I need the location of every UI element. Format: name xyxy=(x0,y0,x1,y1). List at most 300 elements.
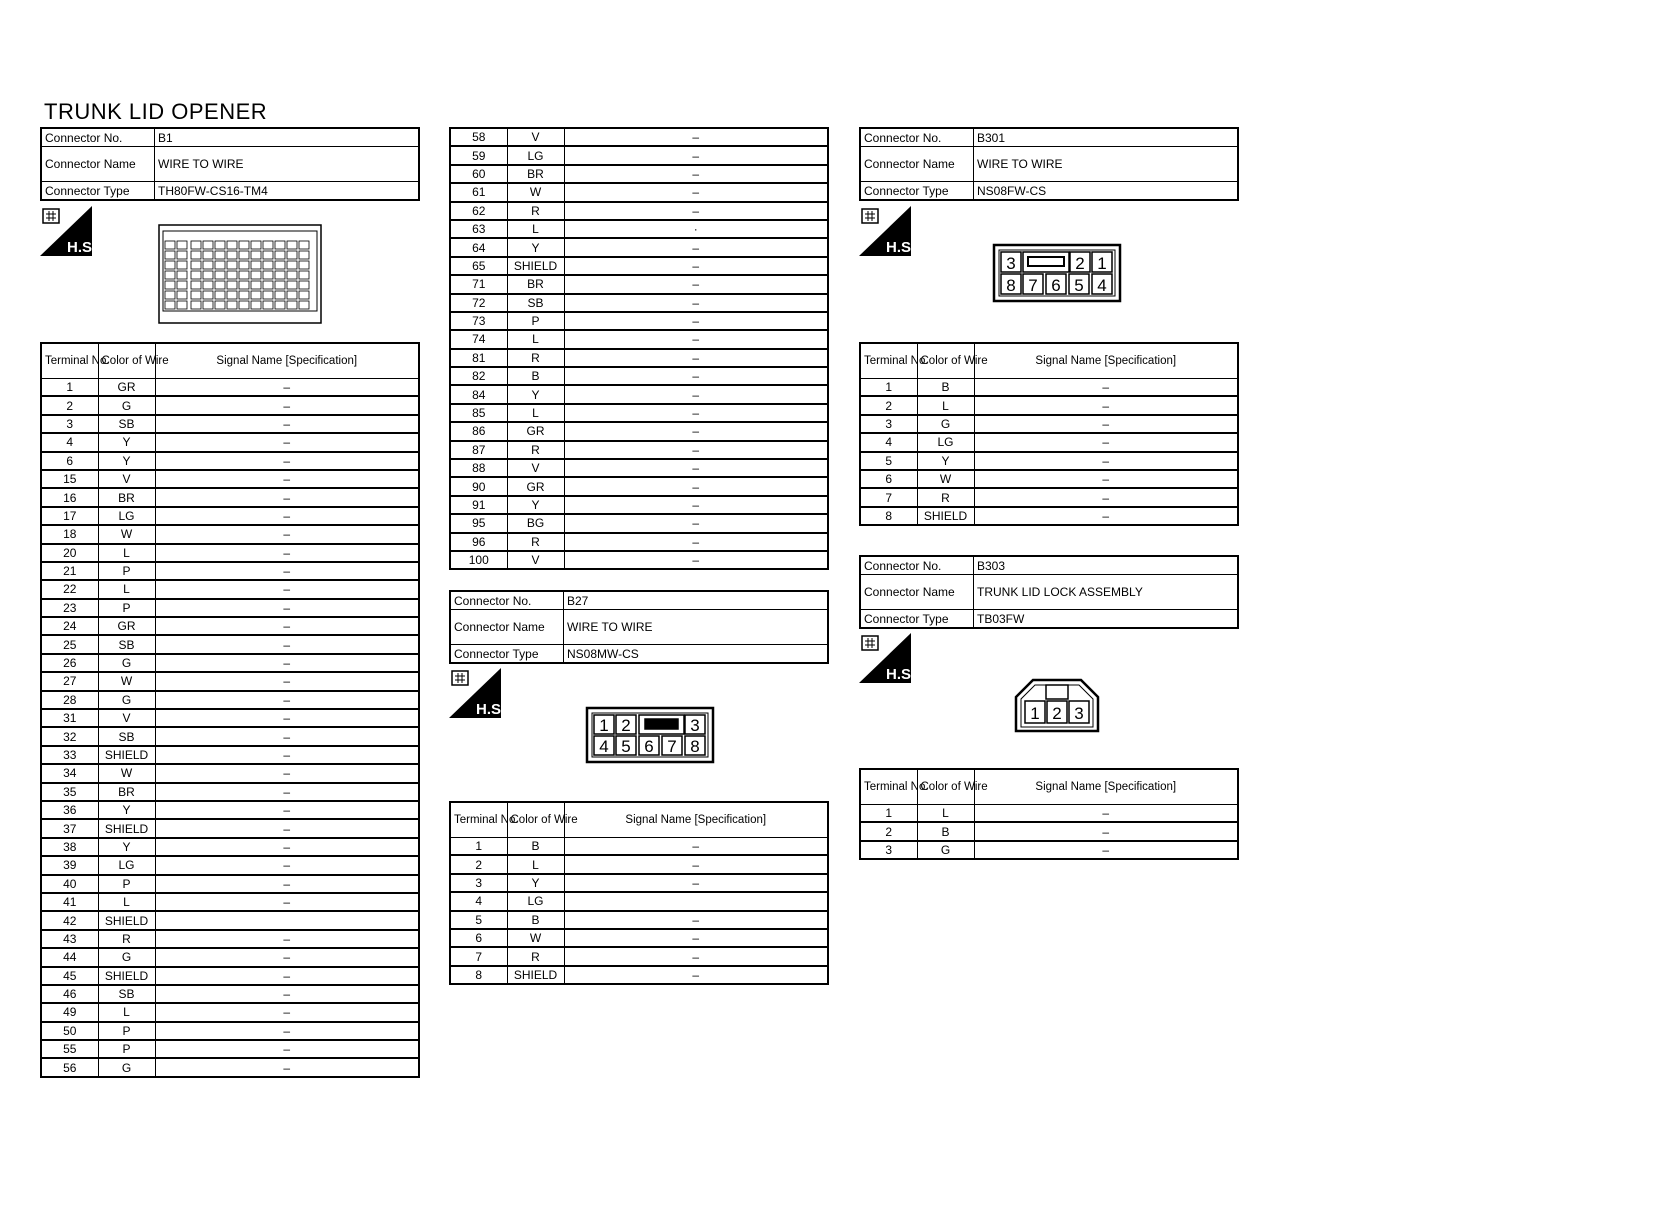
table-row xyxy=(41,562,419,580)
table-row xyxy=(41,930,419,948)
terminal-no: 49 xyxy=(41,1003,98,1021)
col-terminal-header: Terminal No. xyxy=(860,769,917,805)
signal-name xyxy=(155,911,419,929)
wire-color: L xyxy=(917,805,974,823)
terminal-no: 36 xyxy=(41,801,98,819)
table-row xyxy=(41,1022,419,1040)
wire-color: L xyxy=(98,1003,155,1021)
wire-color: W xyxy=(507,929,564,947)
connector-face-b27 xyxy=(585,706,715,764)
wire-color: G xyxy=(98,1058,155,1076)
pin-label: 3 xyxy=(690,716,700,735)
table-row xyxy=(860,379,1238,397)
connector-no-value: B303 xyxy=(974,556,1239,575)
signal-name: – xyxy=(155,507,419,525)
signal-name: – xyxy=(564,183,828,201)
page-title: TRUNK LID OPENER xyxy=(44,99,268,124)
signal-name: – xyxy=(564,496,828,514)
table-row xyxy=(41,544,419,562)
wire-color: L xyxy=(507,330,564,348)
label-connector-name: Connector Name xyxy=(860,147,974,182)
pin-label: 2 xyxy=(1052,704,1062,723)
col-signal-header: Signal Name [Specification] xyxy=(974,343,1238,379)
table-row xyxy=(41,525,419,543)
table-row xyxy=(450,330,828,348)
table-row xyxy=(450,165,828,183)
label-connector-name: Connector Name xyxy=(860,575,974,610)
signal-name: – xyxy=(155,746,419,764)
terminal-no: 27 xyxy=(41,672,98,690)
signal-name: · xyxy=(564,220,828,238)
table-row xyxy=(41,691,419,709)
terminal-no: 8 xyxy=(450,966,507,984)
terminal-table-b303 xyxy=(859,768,1239,860)
connector-face-b303 xyxy=(1013,677,1101,733)
terminal-no: 4 xyxy=(450,892,507,910)
table-row xyxy=(41,635,419,653)
hs-label: H.S. xyxy=(886,239,916,256)
terminal-no: 56 xyxy=(41,1058,98,1076)
wire-color: LG xyxy=(507,146,564,164)
table-row xyxy=(450,238,828,256)
wire-color: P xyxy=(98,1040,155,1058)
pin-label: 1 xyxy=(1030,704,1040,723)
wire-color: BR xyxy=(98,488,155,506)
signal-name: – xyxy=(155,1058,419,1076)
signal-name: – xyxy=(155,379,419,397)
terminal-no: 100 xyxy=(450,551,507,569)
terminal-no: 2 xyxy=(860,396,917,414)
wire-color: P xyxy=(98,875,155,893)
signal-name: – xyxy=(155,672,419,690)
terminal-no: 44 xyxy=(41,948,98,966)
terminal-no: 72 xyxy=(450,294,507,312)
wire-color: G xyxy=(98,948,155,966)
wire-color: W xyxy=(98,672,155,690)
label-connector-name: Connector Name xyxy=(41,147,155,182)
table-row xyxy=(41,985,419,1003)
signal-name: – xyxy=(564,202,828,220)
terminal-no: 65 xyxy=(450,257,507,275)
table-row xyxy=(41,875,419,893)
pin-label: 5 xyxy=(1074,276,1084,295)
terminal-no: 18 xyxy=(41,525,98,543)
terminal-no: 87 xyxy=(450,441,507,459)
terminal-no: 7 xyxy=(860,488,917,506)
connector-type-value: NS08MW-CS xyxy=(564,645,829,664)
wire-color: L xyxy=(98,580,155,598)
wire-color: R xyxy=(98,930,155,948)
terminal-no: 24 xyxy=(41,617,98,635)
wire-color: Y xyxy=(507,238,564,256)
signal-name: – xyxy=(564,128,828,146)
pin-label: 6 xyxy=(644,737,654,756)
terminal-no: 32 xyxy=(41,727,98,745)
terminal-no: 33 xyxy=(41,746,98,764)
signal-name: – xyxy=(564,165,828,183)
signal-name: – xyxy=(155,856,419,874)
harness-side-icon xyxy=(40,206,97,256)
terminal-no: 90 xyxy=(450,477,507,495)
terminal-no: 23 xyxy=(41,599,98,617)
terminal-no: 4 xyxy=(41,433,98,451)
table-row xyxy=(41,967,419,985)
hs-label: H.S. xyxy=(886,666,916,683)
table-row xyxy=(450,855,828,873)
table-row xyxy=(450,551,828,569)
terminal-no: 17 xyxy=(41,507,98,525)
wire-color: BG xyxy=(507,514,564,532)
signal-name: – xyxy=(155,893,419,911)
wire-color: R xyxy=(507,349,564,367)
table-row xyxy=(41,507,419,525)
signal-name: – xyxy=(974,433,1238,451)
terminal-no: 3 xyxy=(450,874,507,892)
signal-name: – xyxy=(564,385,828,403)
signal-name: – xyxy=(155,452,419,470)
pin-label: 4 xyxy=(599,737,609,756)
terminal-no: 31 xyxy=(41,709,98,727)
col-color-header: Color of Wire xyxy=(917,343,974,379)
wire-color: L xyxy=(507,855,564,873)
signal-name: – xyxy=(974,415,1238,433)
wire-color: GR xyxy=(98,617,155,635)
signal-name: – xyxy=(564,459,828,477)
terminal-no: 82 xyxy=(450,367,507,385)
table-row xyxy=(450,477,828,495)
terminal-no: 41 xyxy=(41,893,98,911)
signal-name: – xyxy=(564,947,828,965)
signal-name xyxy=(564,892,828,910)
signal-name: – xyxy=(155,488,419,506)
wire-color: R xyxy=(507,202,564,220)
table-row xyxy=(860,805,1238,823)
signal-name: – xyxy=(155,819,419,837)
table-row xyxy=(41,838,419,856)
pin-label: 2 xyxy=(621,716,631,735)
wire-color: SHIELD xyxy=(98,911,155,929)
wire-color: V xyxy=(98,709,155,727)
wire-color: G xyxy=(917,841,974,859)
terminal-no: 2 xyxy=(41,396,98,414)
wire-color: P xyxy=(98,599,155,617)
pin-label: 7 xyxy=(1028,276,1038,295)
table-row xyxy=(450,220,828,238)
table-row xyxy=(41,672,419,690)
wire-color: Y xyxy=(917,452,974,470)
terminal-no: 20 xyxy=(41,544,98,562)
terminal-no: 35 xyxy=(41,783,98,801)
table-row xyxy=(450,966,828,984)
terminal-no: 3 xyxy=(860,841,917,859)
harness-side-icon xyxy=(859,206,916,256)
connector-face-b1 xyxy=(157,223,323,325)
terminal-no: 6 xyxy=(41,452,98,470)
terminal-no: 1 xyxy=(860,805,917,823)
signal-name: – xyxy=(974,805,1238,823)
col-color-header: Color of Wire xyxy=(98,343,155,379)
table-row xyxy=(860,841,1238,859)
wire-color: W xyxy=(98,525,155,543)
table-row xyxy=(860,452,1238,470)
signal-name: – xyxy=(155,580,419,598)
wire-color: R xyxy=(507,533,564,551)
signal-name: – xyxy=(564,367,828,385)
signal-name: – xyxy=(155,764,419,782)
table-row xyxy=(41,433,419,451)
wire-color: SHIELD xyxy=(507,966,564,984)
signal-name: – xyxy=(155,930,419,948)
terminal-no: 96 xyxy=(450,533,507,551)
table-row xyxy=(450,422,828,440)
wire-color: R xyxy=(507,441,564,459)
table-row xyxy=(450,128,828,146)
wire-color: L xyxy=(98,544,155,562)
connector-name-value: WIRE TO WIRE xyxy=(155,147,420,182)
table-row xyxy=(450,892,828,910)
signal-name: – xyxy=(155,1040,419,1058)
terminal-no: 6 xyxy=(450,929,507,947)
connector-type-value: NS08FW-CS xyxy=(974,182,1239,201)
wire-color: Y xyxy=(98,801,155,819)
table-row xyxy=(860,488,1238,506)
wire-color: W xyxy=(98,764,155,782)
wire-color: SHIELD xyxy=(98,967,155,985)
label-connector-name: Connector Name xyxy=(450,610,564,645)
wire-color: Y xyxy=(98,433,155,451)
pin-label: 3 xyxy=(1006,254,1016,273)
terminal-no: 46 xyxy=(41,985,98,1003)
signal-name: – xyxy=(564,257,828,275)
connector-type-value: TH80FW-CS16-TM4 xyxy=(155,182,420,201)
table-row xyxy=(450,404,828,422)
terminal-no: 4 xyxy=(860,433,917,451)
wire-color: L xyxy=(917,396,974,414)
connector-info-b1 xyxy=(40,127,420,201)
wire-color: GR xyxy=(98,379,155,397)
wire-color: LG xyxy=(507,892,564,910)
wire-color: LG xyxy=(917,433,974,451)
signal-name: – xyxy=(155,433,419,451)
table-row xyxy=(450,294,828,312)
terminal-no: 73 xyxy=(450,312,507,330)
table-row xyxy=(860,470,1238,488)
col-signal-header: Signal Name [Specification] xyxy=(564,802,828,838)
signal-name: – xyxy=(155,544,419,562)
signal-name: – xyxy=(974,841,1238,859)
wire-color: G xyxy=(98,654,155,672)
col-signal-header: Signal Name [Specification] xyxy=(155,343,419,379)
wire-color: SHIELD xyxy=(917,507,974,525)
table-row xyxy=(41,654,419,672)
table-row xyxy=(450,911,828,929)
signal-name: – xyxy=(155,985,419,1003)
signal-name: – xyxy=(974,488,1238,506)
col-color-header: Color of Wire xyxy=(507,802,564,838)
table-row xyxy=(41,1040,419,1058)
terminal-no: 16 xyxy=(41,488,98,506)
signal-name: – xyxy=(155,801,419,819)
table-row xyxy=(450,385,828,403)
signal-name: – xyxy=(155,415,419,433)
signal-name: – xyxy=(155,525,419,543)
table-row xyxy=(41,783,419,801)
connector-no-value: B1 xyxy=(155,128,420,147)
connector-name-value: WIRE TO WIRE xyxy=(974,147,1239,182)
terminal-no: 2 xyxy=(860,822,917,840)
table-row xyxy=(41,746,419,764)
pin-label: 3 xyxy=(1074,704,1084,723)
harness-side-icon xyxy=(859,633,916,683)
signal-name: – xyxy=(155,967,419,985)
table-row xyxy=(41,470,419,488)
wire-color: LG xyxy=(98,507,155,525)
connector-info-b27 xyxy=(449,590,829,664)
wire-color: W xyxy=(917,470,974,488)
wire-color: L xyxy=(507,220,564,238)
wire-color: L xyxy=(507,404,564,422)
terminal-no: 85 xyxy=(450,404,507,422)
signal-name: – xyxy=(974,396,1238,414)
signal-name: – xyxy=(564,238,828,256)
terminal-table-b1-part1 xyxy=(40,342,420,1078)
wire-color: G xyxy=(98,396,155,414)
signal-name: – xyxy=(974,470,1238,488)
label-connector-type: Connector Type xyxy=(860,182,974,201)
label-connector-no: Connector No. xyxy=(860,556,974,575)
wire-color: LG xyxy=(98,856,155,874)
wire-color: Y xyxy=(98,838,155,856)
terminal-no: 50 xyxy=(41,1022,98,1040)
signal-name: – xyxy=(155,1022,419,1040)
connector-face-b301 xyxy=(992,243,1122,303)
terminal-table-b301 xyxy=(859,342,1239,526)
pin-label: 7 xyxy=(667,737,677,756)
signal-name: – xyxy=(564,966,828,984)
signal-name: – xyxy=(155,562,419,580)
signal-name: – xyxy=(155,709,419,727)
wire-color: B xyxy=(917,379,974,397)
table-row xyxy=(860,396,1238,414)
signal-name: – xyxy=(974,822,1238,840)
table-row xyxy=(41,911,419,929)
table-row xyxy=(41,379,419,397)
signal-name: – xyxy=(564,874,828,892)
wire-color: V xyxy=(507,459,564,477)
harness-side-icon xyxy=(449,668,506,718)
wire-color: Y xyxy=(507,874,564,892)
terminal-no: 43 xyxy=(41,930,98,948)
col-signal-header: Signal Name [Specification] xyxy=(974,769,1238,805)
terminal-no: 91 xyxy=(450,496,507,514)
terminal-no: 22 xyxy=(41,580,98,598)
wire-color: SB xyxy=(98,727,155,745)
terminal-no: 81 xyxy=(450,349,507,367)
wire-color: R xyxy=(917,488,974,506)
signal-name: – xyxy=(155,783,419,801)
terminal-no: 62 xyxy=(450,202,507,220)
terminal-no: 21 xyxy=(41,562,98,580)
terminal-no: 59 xyxy=(450,146,507,164)
table-row xyxy=(41,764,419,782)
signal-name: – xyxy=(974,379,1238,397)
signal-name: – xyxy=(155,691,419,709)
label-connector-no: Connector No. xyxy=(450,591,564,610)
wire-color: G xyxy=(917,415,974,433)
terminal-no: 58 xyxy=(450,128,507,146)
wire-color: P xyxy=(507,312,564,330)
table-row xyxy=(41,856,419,874)
pin-label: 5 xyxy=(621,737,631,756)
hs-label: H.S. xyxy=(476,701,506,718)
terminal-no: 15 xyxy=(41,470,98,488)
table-row xyxy=(450,202,828,220)
signal-name: – xyxy=(564,838,828,856)
signal-name: – xyxy=(974,452,1238,470)
terminal-no: 39 xyxy=(41,856,98,874)
terminal-no: 25 xyxy=(41,635,98,653)
table-row xyxy=(860,433,1238,451)
table-row xyxy=(450,257,828,275)
wire-color: V xyxy=(507,551,564,569)
terminal-no: 45 xyxy=(41,967,98,985)
table-row xyxy=(41,819,419,837)
table-row xyxy=(450,183,828,201)
table-row xyxy=(41,452,419,470)
signal-name: – xyxy=(564,422,828,440)
terminal-no: 8 xyxy=(860,507,917,525)
table-row xyxy=(450,838,828,856)
pin-label: 6 xyxy=(1051,276,1061,295)
signal-name: – xyxy=(564,349,828,367)
table-row xyxy=(860,822,1238,840)
pin-label: 8 xyxy=(690,737,700,756)
terminal-no: 38 xyxy=(41,838,98,856)
terminal-no: 95 xyxy=(450,514,507,532)
terminal-no: 2 xyxy=(450,855,507,873)
signal-name: – xyxy=(974,507,1238,525)
terminal-no: 86 xyxy=(450,422,507,440)
terminal-no: 3 xyxy=(41,415,98,433)
signal-name: – xyxy=(564,146,828,164)
signal-name: – xyxy=(564,330,828,348)
wire-color: L xyxy=(98,893,155,911)
wire-color: GR xyxy=(507,422,564,440)
table-row xyxy=(450,312,828,330)
connector-name-value: WIRE TO WIRE xyxy=(564,610,829,645)
table-row xyxy=(450,929,828,947)
terminal-no: 63 xyxy=(450,220,507,238)
table-row xyxy=(450,275,828,293)
signal-name: – xyxy=(155,599,419,617)
label-connector-no: Connector No. xyxy=(860,128,974,147)
wire-color: P xyxy=(98,1022,155,1040)
table-row xyxy=(41,580,419,598)
connector-info-b301 xyxy=(859,127,1239,201)
terminal-no: 42 xyxy=(41,911,98,929)
table-row xyxy=(450,349,828,367)
signal-name: – xyxy=(155,1003,419,1021)
terminal-no: 40 xyxy=(41,875,98,893)
col-terminal-header: Terminal No. xyxy=(860,343,917,379)
table-row xyxy=(450,441,828,459)
signal-name: – xyxy=(155,396,419,414)
signal-name: – xyxy=(155,654,419,672)
terminal-no: 1 xyxy=(450,838,507,856)
terminal-no: 6 xyxy=(860,470,917,488)
table-row xyxy=(41,599,419,617)
label-connector-type: Connector Type xyxy=(860,610,974,629)
